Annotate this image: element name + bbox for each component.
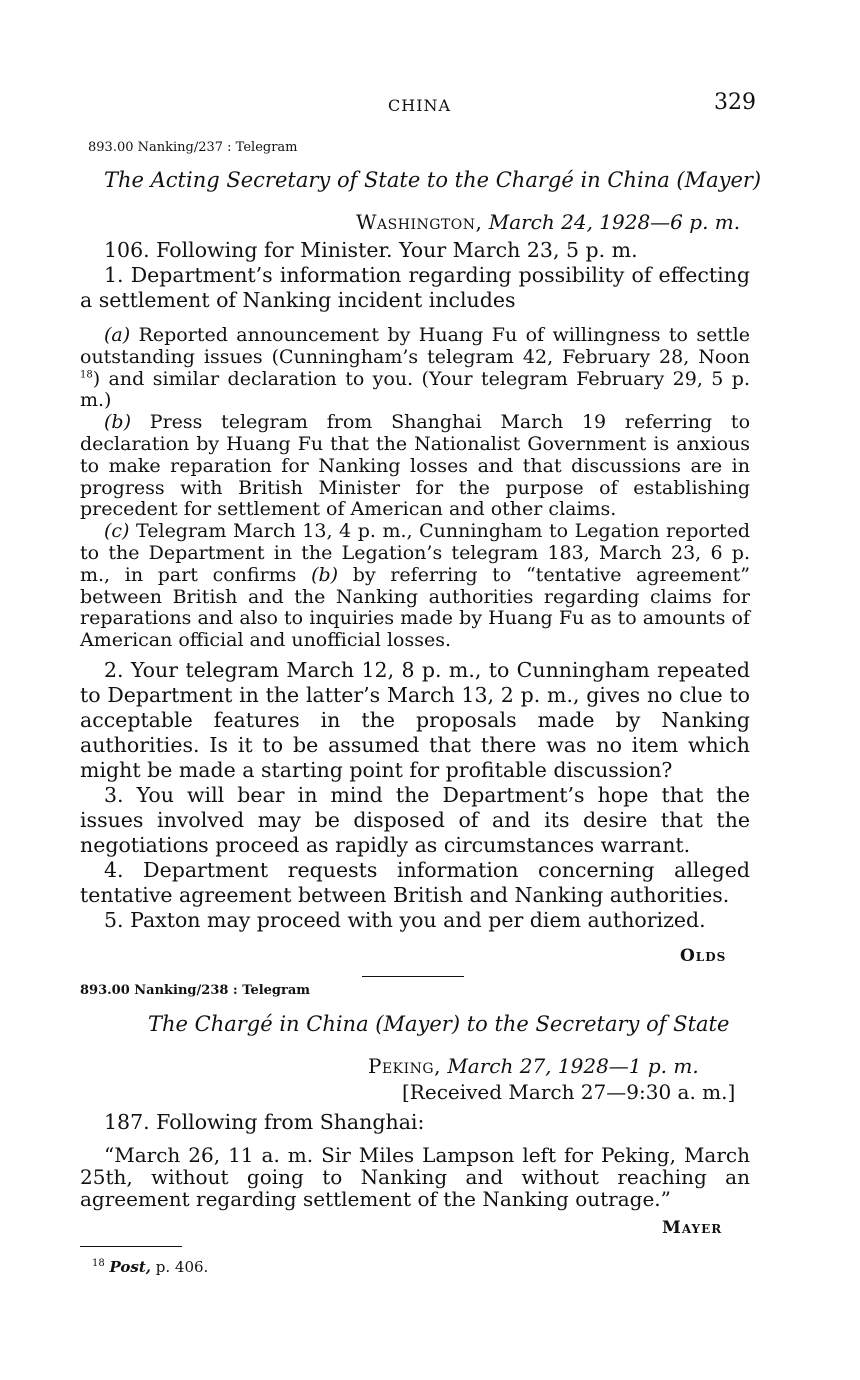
received-note: [Received March 27—9:30 a. m.] <box>402 1080 736 1104</box>
signature: Olds <box>680 946 727 966</box>
subitem-c: (c) Telegram March 13, 4 p. m., Cunningham to Legation reported to the Department in the Legation’s telegram 183, March 23, 6 p. m., in part confirms (b) by referring to “tentative agreement” between British and the Nanking authorities regarding claims for reparations and also to inquiries made by Huang Fu as to amounts of American official and unofficial losses. <box>80 520 751 652</box>
page-number: 329 <box>714 90 756 115</box>
telegram-body-intro <box>80 1110 750 1135</box>
paragraph: 3. You will bear in mind the Department’s hope that the issues involved may be disposed of and its desire that the negotiations proceed as rapidly as circumstances warrant. <box>80 783 750 857</box>
dateline-date: March 27, 1928—1 p. m. <box>447 1054 699 1078</box>
paragraph: 106. Following for Minister. Your March 23, 5 p. m. <box>104 238 638 262</box>
dateline-place: Peking, <box>368 1054 441 1078</box>
paragraph: 1. Department’s information regarding possibility of effecting a settlement of Nanking incident includes <box>80 263 750 312</box>
subitem-b: (b) Press telegram from Shanghai March 19 referring to declaration by Huang Fu that the Nationalist Government is anxious to make reparation for Nanking losses and that discussions are in progress with British Minister for the purpose of establishing precedent for settlement of American and other claims. <box>80 411 751 521</box>
dateline <box>368 1054 699 1078</box>
subitem-reference: (b) <box>311 563 339 586</box>
paragraph: 2. Your telegram March 12, 8 p. m., to Cunningham repeated to Department in the latter’s March 13, 2 p. m., gives no clue to acceptable features in the proposals made by Nanking authorities. Is it to be assumed that there was no item which might be made a starting point for profitable discussion? <box>80 658 750 782</box>
telegram-body-intro <box>80 238 750 313</box>
dateline <box>356 210 740 234</box>
subitem-a: (a) Reported announcement by Huang Fu of willingness to settle outstanding issues (Cunningham’s telegram 42, February 28, Noon $^{18}$) and similar declaration to you. (Your telegram February 29, 5 p. m.) <box>80 324 750 412</box>
quoted-telegram <box>80 1145 750 1210</box>
quotation: “March 26, 11 a. m. Sir Miles Lampson left for Peking, March 25th, without going to Nanking and without reaching an agreement regarding settlement of the Nanking outrage.” <box>80 1143 750 1211</box>
footnote <box>92 1258 208 1276</box>
dateline-place: Washington, <box>356 210 483 234</box>
subitem-mark: (a) <box>104 324 131 346</box>
paragraph: 5. Paxton may proceed with you and per diem authorized. <box>104 908 706 932</box>
file-reference: 893.00 Nanking/238 : Telegram <box>80 983 311 998</box>
document-title: The Chargé in China (Mayer) to the Secretary of State <box>148 1012 730 1036</box>
subitem-mark: (b) <box>104 411 131 434</box>
section-divider <box>362 976 464 977</box>
telegram-subitems <box>80 325 750 652</box>
file-reference: 893.00 Nanking/237 : Telegram <box>88 140 298 155</box>
telegram-body-main <box>80 658 750 933</box>
dateline-date: March 24, 1928—6 p. m. <box>488 210 741 234</box>
footnote-text: p. 406. <box>155 1258 209 1276</box>
signature: Mayer <box>662 1218 723 1238</box>
running-title: CHINA <box>388 96 452 115</box>
footnote-rule <box>80 1246 182 1247</box>
footnote-number: 18 <box>92 1258 105 1269</box>
paragraph: 4. Department requests information concerning alleged tentative agreement between British and Nanking authorities. <box>80 858 750 907</box>
subitem-mark: (c) <box>104 520 130 543</box>
paragraph: 187. Following from Shanghai: <box>104 1110 425 1134</box>
footnote-label: Post, <box>109 1258 151 1276</box>
document-title: The Acting Secretary of State to the Chargé in China (Mayer) <box>104 168 762 192</box>
footnote-marker: 18 <box>80 369 93 381</box>
